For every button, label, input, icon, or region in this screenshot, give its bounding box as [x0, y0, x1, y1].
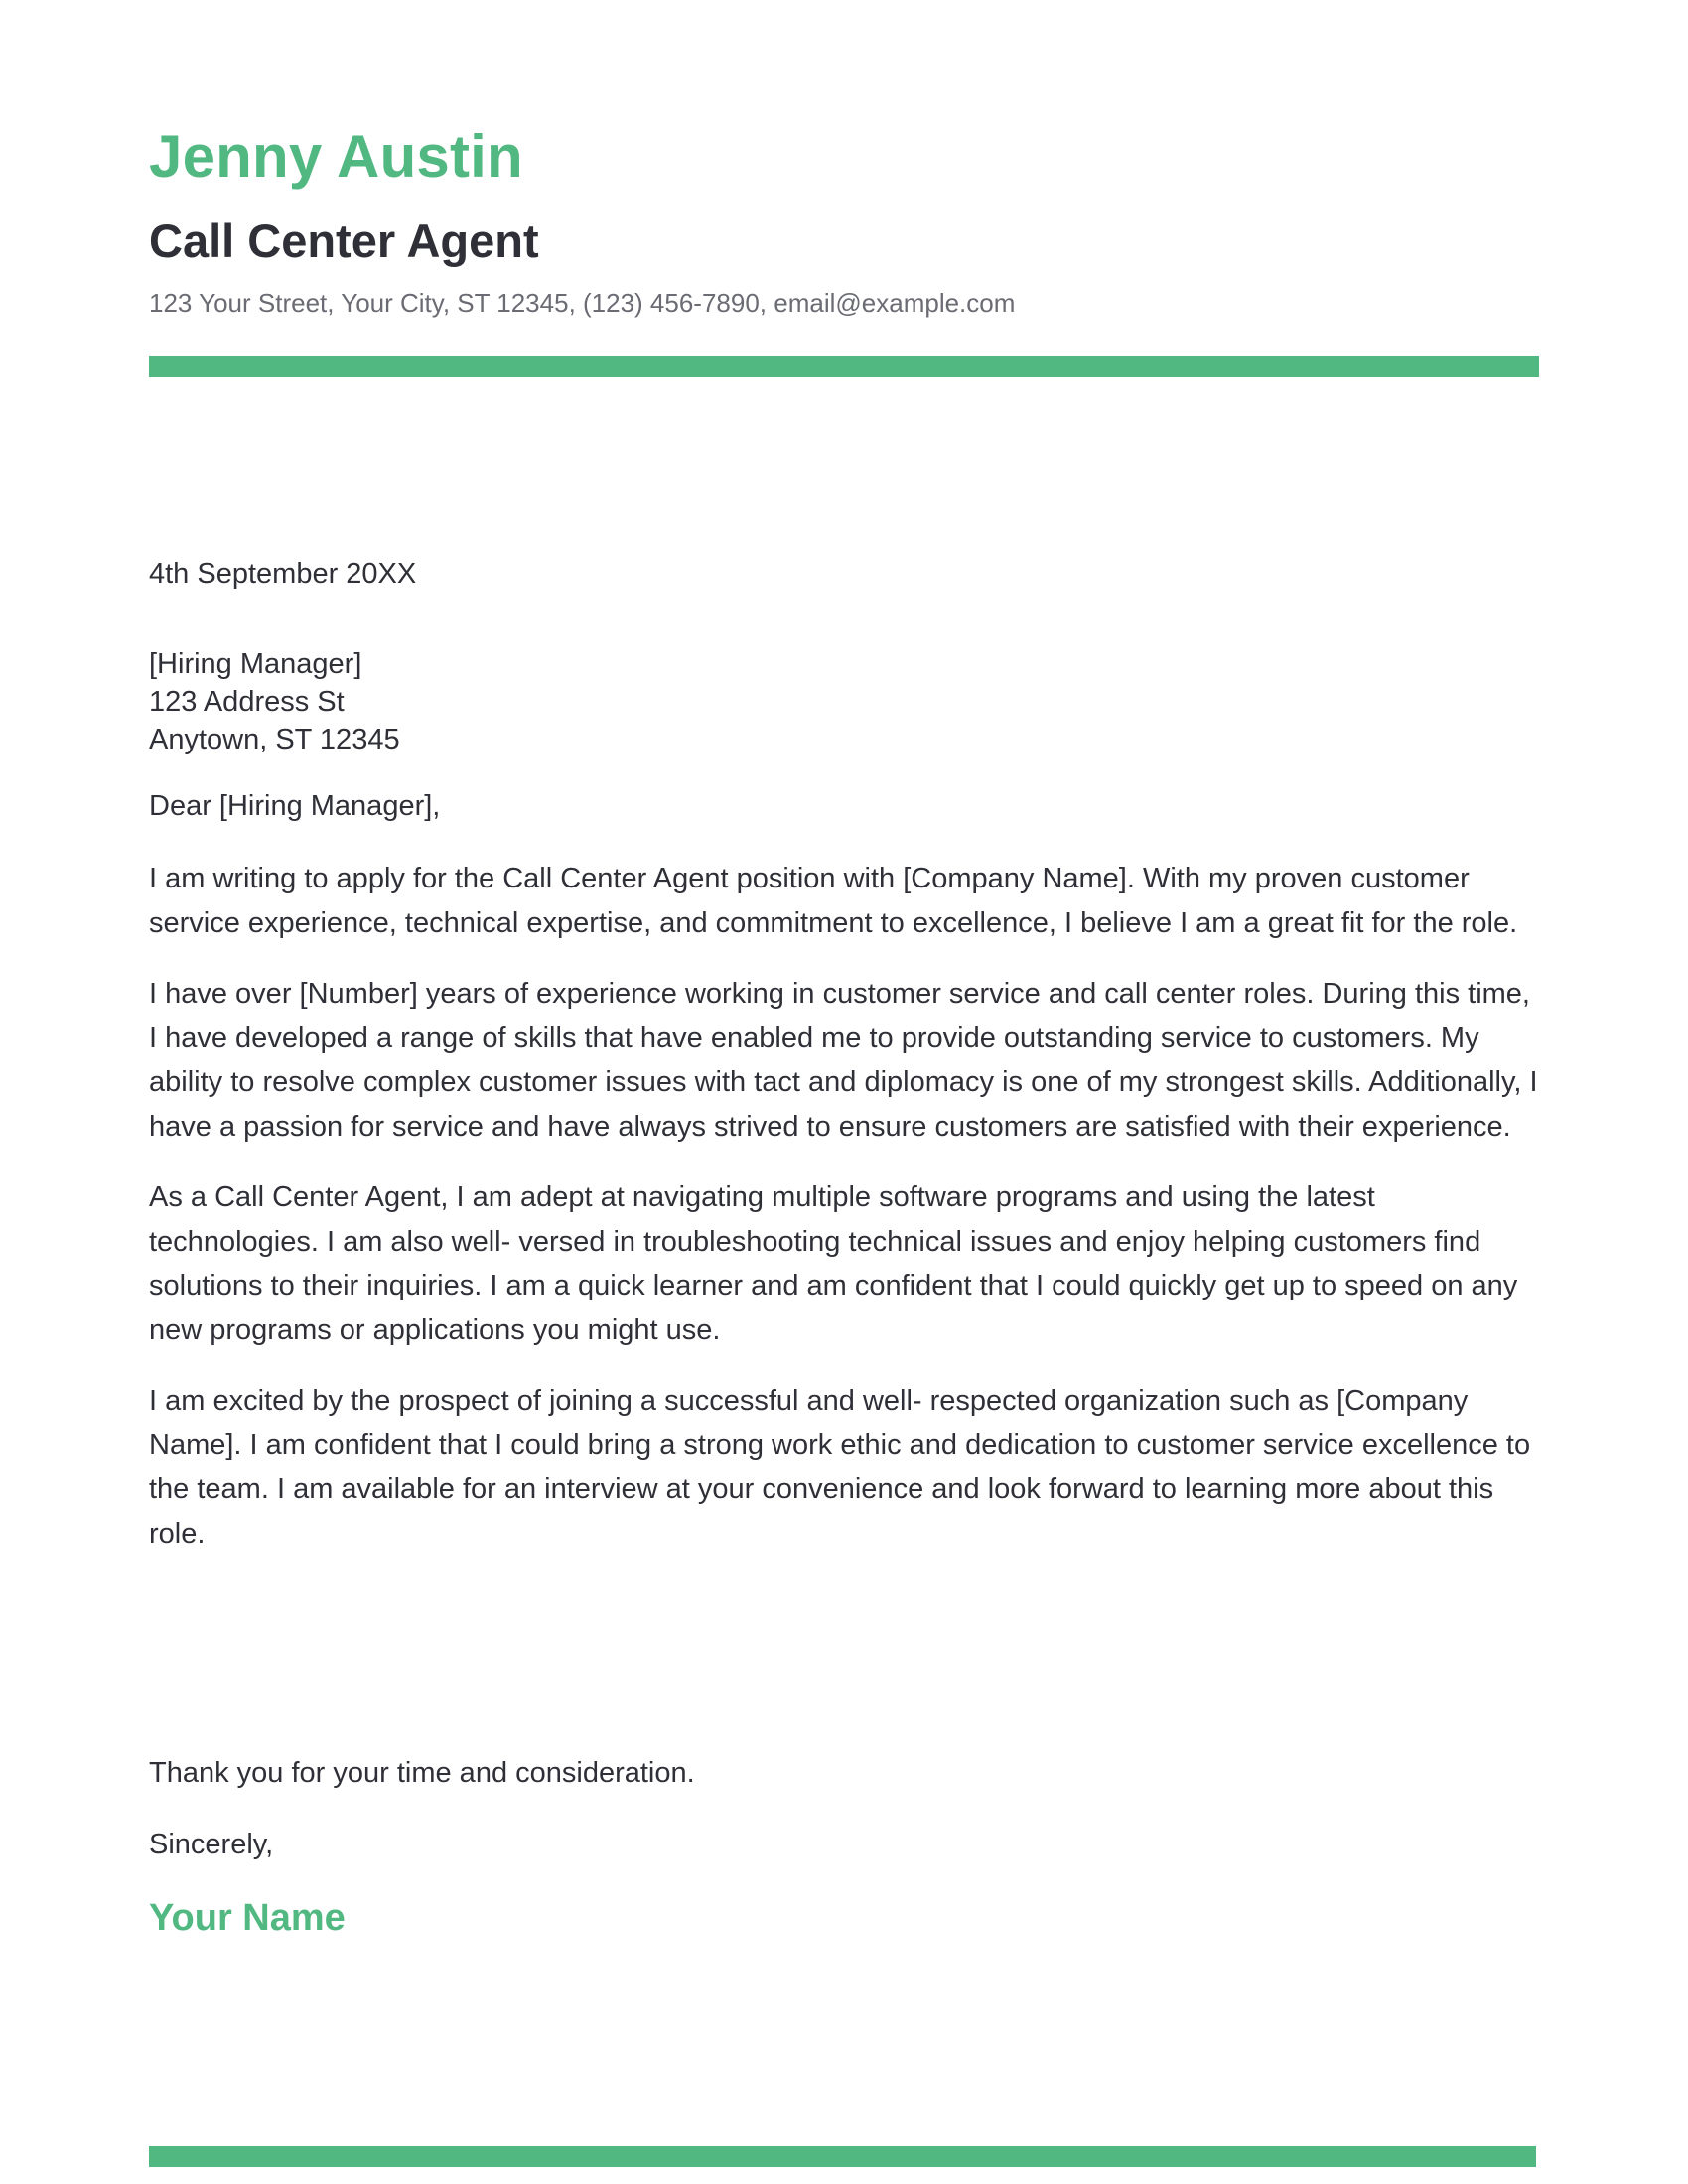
salutation: Dear [Hiring Manager],: [149, 790, 441, 822]
recipient-name: [Hiring Manager]: [149, 648, 362, 680]
letter-date: 4th September 20XX: [149, 558, 417, 590]
thanks-line: Thank you for your time and consideration.: [149, 1757, 695, 1789]
contact-info: 123 Your Street, Your City, ST 12345, (123) 456-7890, email@example.com: [149, 288, 1016, 318]
recipient-address-line2: Anytown, ST 12345: [149, 724, 400, 755]
body-paragraph: I am excited by the prospect of joining a successful and well- respected organization such as [Company Name]. I am confident that I could bring a strong work ethic and dedication to customer service excellence to the team. I am available for an interview at your convenience and look forward to learning more about this role.: [149, 1385, 1531, 1550]
closing: Sincerely,: [149, 1829, 274, 1860]
footer-divider: [149, 2146, 1536, 2167]
letter-body: [149, 857, 1539, 1582]
body-paragraph: I am writing to apply for the Call Center Agent position with [Company Name]. With my proven customer service experience, technical expertise, and commitment to excellence, I believe I am a great fit for the role.: [149, 863, 1518, 939]
job-title: Call Center Agent: [149, 214, 539, 267]
body-paragraph: As a Call Center Agent, I am adept at navigating multiple software programs and using the latest technologies. I am also well- versed in troubleshooting technical issues and enjoy helping customers find solutions to their inquiries. I am a quick learner and am confident that I could quickly get up to speed on any new programs or applications you might use.: [149, 1181, 1518, 1346]
header-divider: [149, 356, 1539, 377]
recipient-address-line1: 123 Address St: [149, 686, 345, 718]
signature-name: Your Name: [149, 1897, 346, 1939]
recipient-block: [149, 645, 400, 758]
body-paragraph: I have over [Number] years of experience working in customer service and call center roles. During this time, I have developed a range of skills that have enabled me to provide outstanding service to customers. My ability to resolve complex customer issues with tact and diplomacy is one of my strongest skills. Additionally, I have a passion for service and have always strived to ensure customers are satisfied with their experience.: [149, 978, 1538, 1143]
applicant-name: Jenny Austin: [149, 123, 523, 190]
cover-letter-page: [149, 0, 1539, 2184]
